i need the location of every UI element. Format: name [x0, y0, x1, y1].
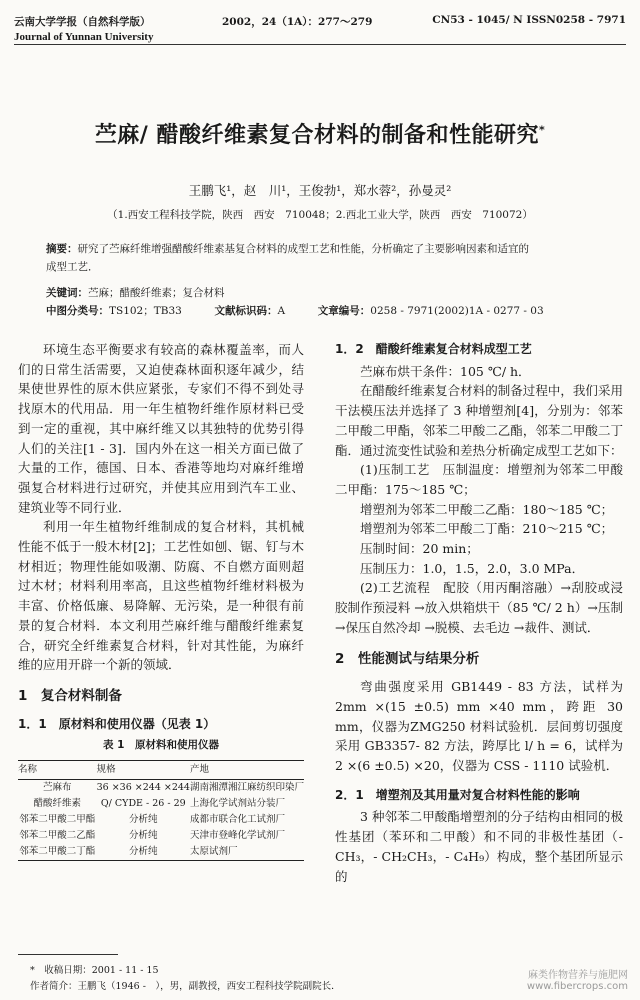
intro-paragraph-2	[18, 517, 304, 675]
affiliations: （1.西安工程科技学院，陕西 西安 710048；2.西北工业大学，陕西 西安 710072）	[107, 209, 533, 221]
doc-code-label: 文献标识码：	[214, 305, 278, 317]
section-2-1-heading: 2．1 增塑剂及其用量对复合材料性能的影响	[335, 787, 580, 802]
abstract-label: 摘要：	[46, 243, 78, 255]
watermark-url: www.fibercrops.com	[526, 981, 628, 992]
text-line: 二丁酯．通过流变性试验和差热分析确定成型工艺	[335, 422, 623, 458]
abstract-text-2: 成型工艺．	[46, 261, 99, 273]
abstract	[46, 240, 606, 276]
pressing-process	[335, 460, 623, 499]
text-line: 人们的关注[1 - 3]．国内外在这一相关方面已做了	[18, 440, 304, 456]
footnote-rule	[18, 954, 118, 955]
text-line: 材相近；物理性能如吸潮、防腐、不自燃方面则超过	[18, 558, 304, 594]
temp-dbp: 增塑剂为邻苯二甲酸二丁酯：210～215 ℃；	[360, 521, 614, 537]
text-line: 应用开辟一个新的领域．	[43, 657, 181, 673]
table-cell: 36 ×36 ×244 ×244	[96, 782, 190, 794]
watermark-cn: 麻类作物营养与施肥网	[528, 970, 628, 981]
table-cell: 苎麻布	[43, 782, 72, 794]
table-cell: 分析纯	[97, 844, 190, 861]
abstract-text-1: 研究了苎麻纤维增强醋酸纤维素基复合材料的成型工艺和性能，分析确定了主要影响因素和适宜的	[77, 243, 529, 255]
table-cell: 分析纯	[129, 830, 158, 842]
text-line: 们的日常生活需要，又迫使森林面积逐年减少，结	[18, 361, 304, 377]
table-cell: 分析纯	[129, 814, 158, 826]
table-row	[18, 796, 304, 812]
table-row	[18, 812, 304, 828]
classification-line	[46, 302, 606, 320]
table-header-cell: 产地	[190, 761, 304, 780]
running-header	[14, 14, 626, 56]
text-line: 找原木的代用品．用一年生植物纤维作原材料已受	[18, 401, 304, 417]
table-cell: 醋酸纤维素	[33, 798, 82, 810]
right-column	[335, 340, 623, 886]
table-body	[18, 780, 304, 861]
table-row	[18, 828, 304, 844]
table-row	[18, 780, 304, 797]
process-paragraph	[335, 381, 623, 460]
test-method-paragraph	[335, 677, 623, 776]
keywords-label: 关键词：	[46, 287, 88, 299]
section-2-heading: 2 性能测试与结果分析	[335, 650, 480, 667]
section-1-1-heading: 1．1 原材料和使用仪器（见表 1）	[18, 716, 216, 731]
table-header-cell: 规格	[97, 761, 190, 780]
text-line: 果使世界性的原木供应紧张，专家们不得不到处寻	[18, 381, 304, 397]
table-header-row	[18, 761, 304, 780]
text-line: 弯曲强度采用 GB1449 - 83 方法，试样为 2	[335, 679, 623, 714]
table-cell: 邻苯二甲酸二乙酯	[19, 830, 96, 842]
clc-number: TS102；TB33	[109, 305, 182, 317]
table-cell: 上海化学试剂站分装厂	[189, 798, 285, 810]
clc-label: 中图分类号：	[46, 305, 109, 317]
left-column	[18, 340, 304, 861]
paper-title	[0, 118, 640, 149]
article-id: 0258 - 7971(2002)1A - 0277 - 03	[370, 305, 544, 317]
materials-table	[18, 760, 304, 861]
text-line: 性能不低于一般木材[2]；工艺性如刨、锯、钉与木	[18, 539, 304, 555]
drying-condition: 苎麻布烘干条件：105 ℃/ h．	[360, 363, 531, 379]
text-line: 制 →保压自然冷却 →脱模、去毛边 →裁件、测试．	[335, 600, 623, 635]
table-1-title: 表 1 原材料和使用仪器	[103, 739, 219, 752]
text-line: 在醋酸纤维素复合材料的制备过程中，我们采	[360, 383, 611, 399]
table-cell: 邻苯二甲酸二甲酯	[19, 814, 96, 826]
author-list: 王鹏飞¹，赵 川¹，王俊勃¹，郑水蓉²，孙曼灵²	[188, 183, 452, 198]
text-line: 富、价格低廉、易降解、无污染，是一种很有前景的	[18, 598, 304, 633]
table-header-cell: 名称	[18, 761, 97, 780]
keywords: 苎麻；醋酸纤维素；复合材料	[88, 287, 225, 299]
author-bio: 作者简介：王鹏飞（1946 - ），男，副教授，西安工程科技学院副院长．	[30, 981, 341, 992]
text-line: 到一定的重视，其中麻纤维又以其独特的优势引得	[18, 420, 304, 436]
table-cell: 太原试剂厂	[190, 844, 304, 861]
text-line: 木材；材料利用率高，且这些植物纤维材料极为丰	[18, 578, 304, 614]
text-line: 大量的工作，德国、日本、香港等地均对麻纤维增强	[18, 460, 304, 495]
issue-info: 2002，24（1A）：277～279	[222, 16, 373, 28]
text-line: 如下：	[585, 442, 623, 458]
header-rule	[14, 44, 626, 45]
text-line: 浸胶制作预浸料 →放入烘箱烘干（85 ℃/ 2 h）→压	[335, 580, 623, 616]
table-row	[18, 844, 304, 861]
press-time: 压制时间：20 min；	[360, 541, 479, 557]
text-line: 研究全纤维素复合材料，针对其性能，为麻纤维的	[18, 637, 304, 673]
text-line: CH₃，- CH₂CH₃，- C₄H₉）构成，整个基团所显示的	[335, 848, 623, 884]
issn-info: CN53 - 1045/ N ISSN0258 - 7971	[432, 14, 626, 26]
doc-code: A	[277, 305, 286, 317]
table-cell: 邻苯二甲酸二丁酯	[18, 844, 97, 861]
table-cell: Q/ CYDE - 26 - 29	[100, 798, 186, 810]
table-cell: 湖南湘潭湘江麻纺织印染厂	[189, 782, 304, 794]
temp-dpe: 增塑剂为邻苯二甲酸二乙酯：180～185 ℃；	[360, 501, 614, 517]
text-line: 筑业等不同行业．	[30, 499, 131, 515]
press-pressure: 压制压力：1.0，1.5，2.0，3.0 MPa．	[360, 560, 585, 576]
text-line: - 82 方法，跨厚比 l/ h = 6，试样为 2 ×(6 ±0.5) ×	[335, 738, 623, 774]
intro-paragraph-1	[18, 340, 304, 517]
text-line: 利用一年生植物纤维制成的复合材料，其机械	[43, 519, 304, 535]
text-line: (2)工艺流程 配胶（用丙酮溶融）→刮胶或	[360, 580, 611, 596]
journal-name-en: Journal of Yunnan University	[14, 31, 154, 43]
keywords-line	[46, 284, 606, 302]
text-line: 复合材料．本文利用苎麻纤维与醋酸纤维素复合，	[18, 617, 304, 653]
section-1-2-heading: 1．2 醋酸纤维素复合材料成型工艺	[335, 342, 532, 356]
text-line: 苯二甲酸二甲酯，邻苯二甲酸二乙酯，邻苯二甲酸	[335, 403, 623, 438]
received-date: * 收稿日期：2001 - 11 - 15	[30, 965, 159, 976]
table-cell: 天津市登峰化学试剂厂	[189, 830, 285, 842]
text-line: 3 种邻苯二甲酸酯增塑剂的分子结构由相同的极	[360, 809, 623, 825]
text-line: 环境生态平衡要求有较高的森林覆盖率，而人	[43, 342, 304, 357]
article-id-label: 文章编号：	[317, 305, 371, 317]
section-1-heading: 1 复合材料制备	[18, 687, 122, 704]
plasticizer-paragraph	[335, 807, 623, 886]
text-line: 复合材料进行过研究，并使其应用到汽车工业、建	[18, 479, 304, 515]
text-line: 20，仪器为 CSS - 1110 试验机．	[423, 758, 619, 774]
text-line: mm ×(15 ±0.5) mm ×40 mm，跨距 30 mm，仪器为	[335, 698, 623, 734]
text-line: 酸二甲酯：175～185 ℃；	[335, 462, 623, 497]
journal-name-cn: 云南大学学报（自然科学版）	[14, 16, 151, 28]
process-flow	[335, 578, 623, 637]
text-line: 用干法模压法并选择了 3 种增塑剂[4]，分别为：邻	[335, 383, 623, 419]
table-cell: 成都市联合化工试剂厂	[189, 814, 285, 826]
text-line: (1)压制工艺 压制温度：增塑剂为邻苯二甲	[360, 462, 611, 478]
paper-title-text: 苎麻/ 醋酸纤维素复合材料的制备和性能研究	[94, 123, 539, 148]
title-footnote-mark: *	[538, 123, 546, 137]
text-line: ZMG250 材料试验机．层间剪切强度采用 GB3357	[335, 718, 623, 754]
text-line: 性基团（苯环和二甲酸）和不同的非极性基团（-	[335, 829, 623, 845]
